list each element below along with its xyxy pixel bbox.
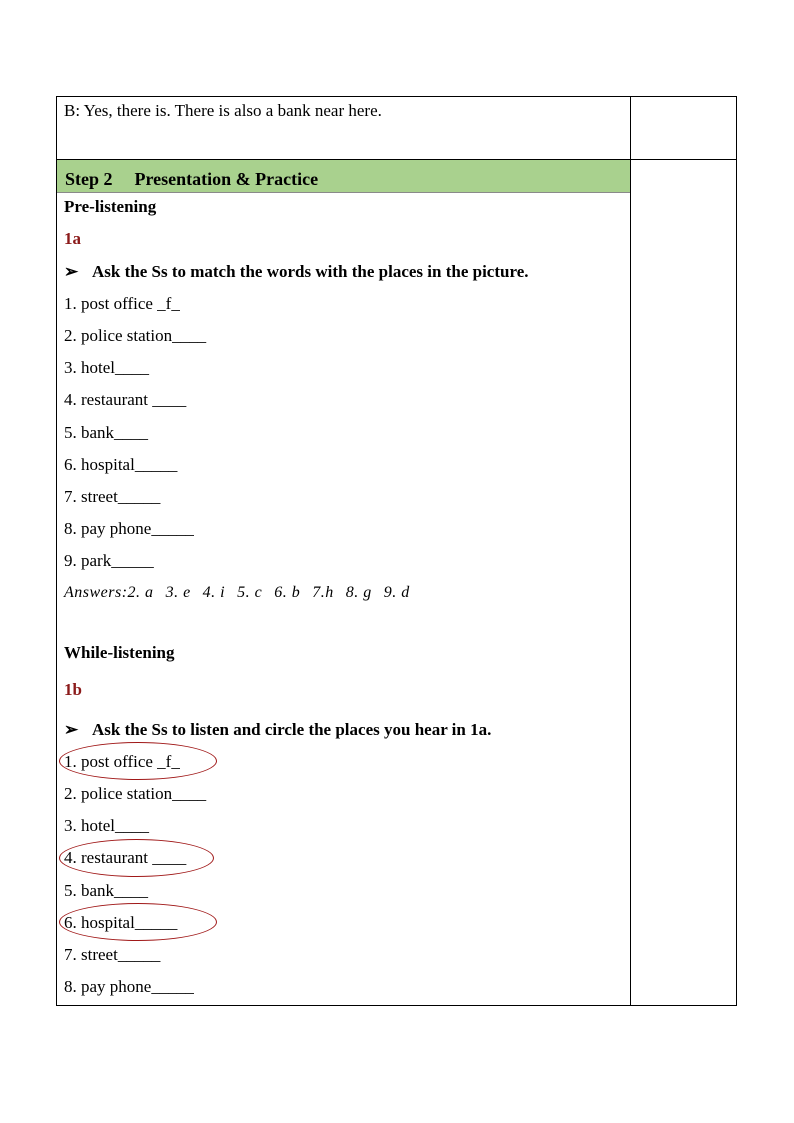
answer: 8. g bbox=[345, 584, 372, 601]
answers-line bbox=[64, 584, 410, 602]
answer: 7.h bbox=[312, 584, 334, 601]
section-1a-label: 1a bbox=[64, 229, 81, 248]
list-item: 3. hotel____ bbox=[64, 816, 149, 835]
list-item: 5. bank____ bbox=[64, 881, 149, 900]
answer: 6. b bbox=[274, 584, 301, 601]
arrow-bullet-icon: ➢ bbox=[64, 720, 79, 739]
dialogue-line-b: B: Yes, there is. There is also a bank near here. bbox=[64, 101, 382, 120]
list-item: 4. restaurant ____ bbox=[64, 390, 187, 409]
step-number: Step 2 bbox=[65, 169, 113, 189]
answer: 3. e bbox=[165, 584, 191, 601]
answer: 9. d bbox=[383, 584, 410, 601]
answer: 4. i bbox=[202, 584, 226, 601]
answer: Answers:2. a bbox=[64, 584, 154, 601]
section-1b-label: 1b bbox=[64, 680, 82, 699]
list-item: 6. hospital_____ bbox=[64, 913, 178, 932]
list-item: 8. pay phone_____ bbox=[64, 519, 194, 538]
lesson-plan-table bbox=[56, 96, 737, 1006]
column-divider bbox=[630, 97, 631, 1005]
while-listening-heading: While-listening bbox=[64, 643, 175, 662]
list-item: 7. street_____ bbox=[64, 945, 161, 964]
list-item: 2. police station____ bbox=[64, 784, 207, 803]
list-item: 7. street_____ bbox=[64, 487, 161, 506]
list-item: 8. pay phone_____ bbox=[64, 977, 194, 996]
circle-mark-restaurant bbox=[59, 839, 214, 877]
list-item: 3. hotel____ bbox=[64, 358, 149, 377]
circle-mark-hospital bbox=[59, 903, 217, 941]
list-item: 9. park_____ bbox=[64, 551, 154, 570]
instruction-1a bbox=[64, 262, 529, 282]
arrow-bullet-icon: ➢ bbox=[64, 262, 79, 281]
instruction-1b bbox=[64, 720, 491, 740]
instruction-1b-text: Ask the Ss to listen and circle the places you hear in 1a. bbox=[92, 720, 492, 739]
list-item: 4. restaurant ____ bbox=[64, 848, 187, 867]
list-item: 1. post office _f_ bbox=[64, 752, 180, 771]
list-item: 5. bank____ bbox=[64, 423, 149, 442]
step-title: Presentation & Practice bbox=[134, 169, 319, 189]
instruction-1a-text: Ask the Ss to match the words with the places in the picture. bbox=[92, 262, 529, 281]
step-header bbox=[65, 169, 318, 190]
pre-listening-heading: Pre-listening bbox=[64, 197, 157, 216]
list-item: 2. police station____ bbox=[64, 326, 207, 345]
list-item: 1. post office _f_ bbox=[64, 294, 180, 313]
circle-mark-post-office bbox=[59, 742, 217, 780]
answer: 5. c bbox=[237, 584, 263, 601]
list-item: 6. hospital_____ bbox=[64, 455, 178, 474]
